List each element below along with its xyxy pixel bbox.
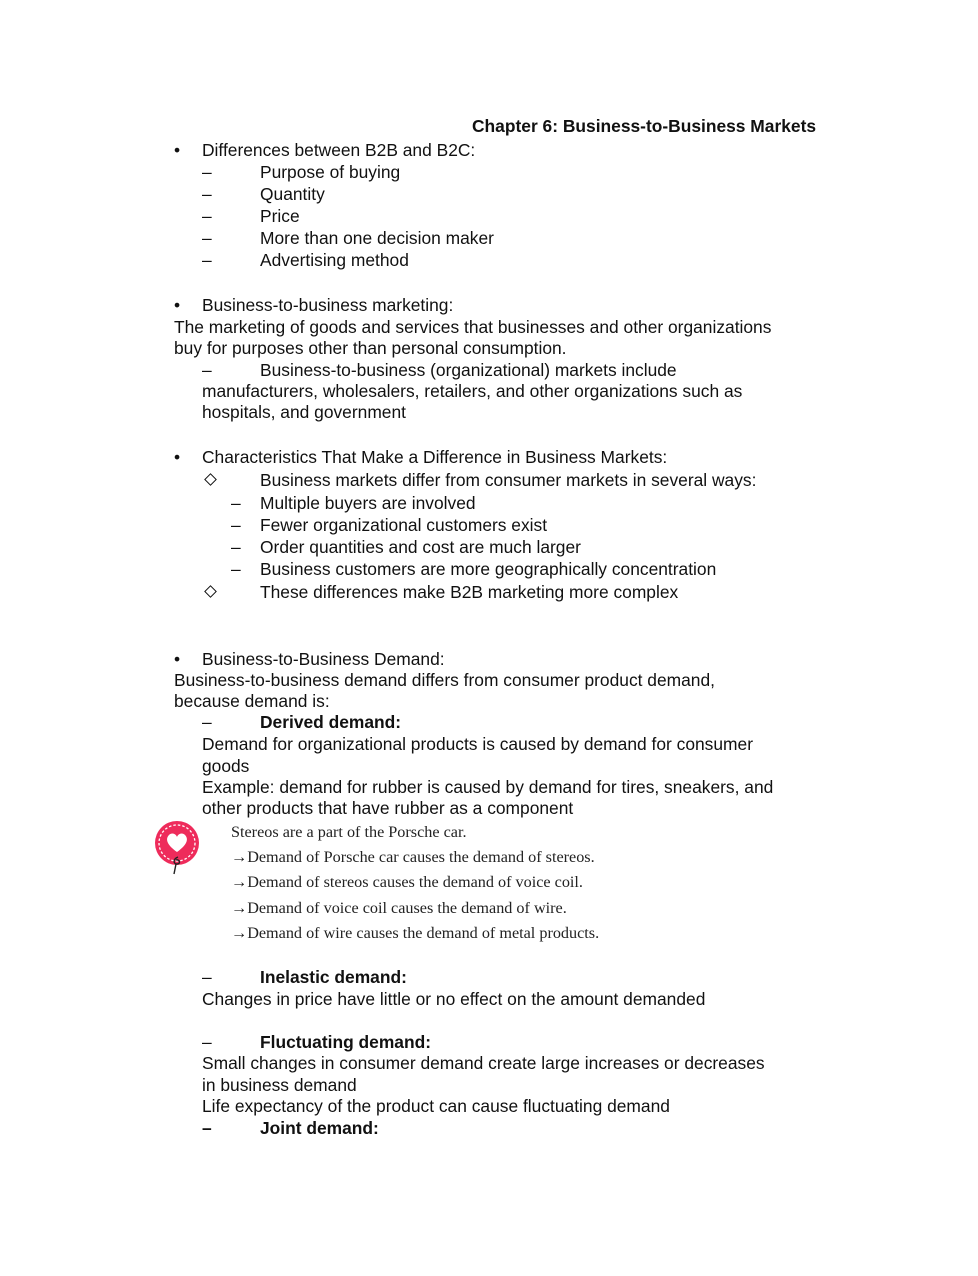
list-item: Quantity — [260, 184, 325, 204]
diamond-point: Business markets differ from consumer markets in several ways: — [260, 470, 757, 490]
list-item: Business customers are more geographically concentration — [260, 559, 717, 579]
section-heading-b2b-demand: Business-to-Business Demand: — [202, 649, 445, 669]
list-item: More than one decision maker — [260, 228, 494, 248]
dash-marker: – — [231, 559, 241, 579]
derived-demand-text: Demand for organizational products is caused by demand for consumer — [202, 734, 753, 754]
dash-marker: – — [202, 360, 212, 380]
derived-demand-text: other products that have rubber as a component — [202, 798, 574, 818]
dash-marker: – — [202, 1032, 212, 1052]
example-line: →Demand of Porsche car causes the demand of stereos. — [231, 848, 595, 866]
section-heading-b2b-marketing: Business-to-business marketing: — [202, 295, 454, 315]
diamond-bullet-icon — [204, 473, 217, 486]
sub-point-line: manufacturers, wholesalers, retailers, and other organizations such as — [202, 381, 743, 401]
example-line: Stereos are a part of the Porsche car. — [231, 823, 467, 841]
fluctuating-demand-text: Life expectancy of the product can cause fluctuating demand — [202, 1096, 670, 1116]
example-line: →Demand of stereos causes the demand of voice coil. — [231, 873, 583, 891]
derived-demand-label: Derived demand: — [260, 712, 402, 732]
inelastic-demand-label: Inelastic demand: — [260, 967, 407, 987]
dash-marker: – — [202, 206, 212, 226]
intro-line: Business-to-business demand differs from consumer product demand, — [174, 670, 715, 690]
list-item: Order quantities and cost are much larger — [260, 537, 581, 557]
definition-line: The marketing of goods and services that businesses and other organizations — [174, 317, 772, 337]
list-item: Multiple buyers are involved — [260, 493, 476, 513]
fluctuating-demand-label: Fluctuating demand: — [260, 1032, 432, 1052]
dash-marker: – — [202, 250, 212, 270]
list-item: Price — [260, 206, 300, 226]
sub-point-line: hospitals, and government — [202, 402, 406, 422]
intro-line: because demand is: — [174, 691, 330, 711]
definition-line: buy for purposes other than personal consumption. — [174, 338, 567, 358]
dash-marker: – — [202, 712, 212, 732]
section-heading-differences: Differences between B2B and B2C: — [202, 140, 476, 160]
derived-demand-text: Example: demand for rubber is caused by demand for tires, sneakers, and — [202, 777, 774, 797]
fluctuating-demand-text: in business demand — [202, 1075, 357, 1095]
list-item: Fewer organizational customers exist — [260, 515, 548, 535]
bullet-marker: • — [174, 295, 181, 315]
bullet-marker: • — [174, 447, 181, 467]
list-item: Advertising method — [260, 250, 409, 270]
example-line: →Demand of wire causes the demand of metal products. — [231, 924, 600, 942]
section-heading-characteristics: Characteristics That Make a Difference in Business Markets: — [202, 447, 668, 467]
dash-marker: – — [202, 1118, 212, 1138]
page-title: Chapter 6: Business-to-Business Markets — [472, 116, 817, 136]
dash-marker: – — [231, 493, 241, 513]
dash-marker: – — [202, 184, 212, 204]
dash-marker: – — [202, 228, 212, 248]
diamond-bullet-icon — [204, 585, 217, 598]
derived-demand-text: goods — [202, 756, 250, 776]
diamond-point: These differences make B2B marketing more complex — [260, 582, 679, 602]
fluctuating-demand-text: Small changes in consumer demand create large increases or decreases — [202, 1053, 765, 1073]
dash-marker: – — [231, 537, 241, 557]
joint-demand-label: Joint demand: — [260, 1118, 379, 1138]
inelastic-demand-text: Changes in price have little or no effect on the amount demanded — [202, 989, 706, 1009]
dash-marker: – — [231, 515, 241, 535]
heart-sticker-icon — [151, 819, 205, 879]
dash-marker: – — [202, 967, 212, 987]
dash-marker: – — [202, 162, 212, 182]
list-item: Purpose of buying — [260, 162, 401, 182]
bullet-marker: • — [174, 649, 181, 669]
example-line: →Demand of voice coil causes the demand of wire. — [231, 899, 567, 917]
bullet-marker: • — [174, 140, 181, 160]
sub-point-line: Business-to-business (organizational) markets include — [260, 360, 677, 380]
